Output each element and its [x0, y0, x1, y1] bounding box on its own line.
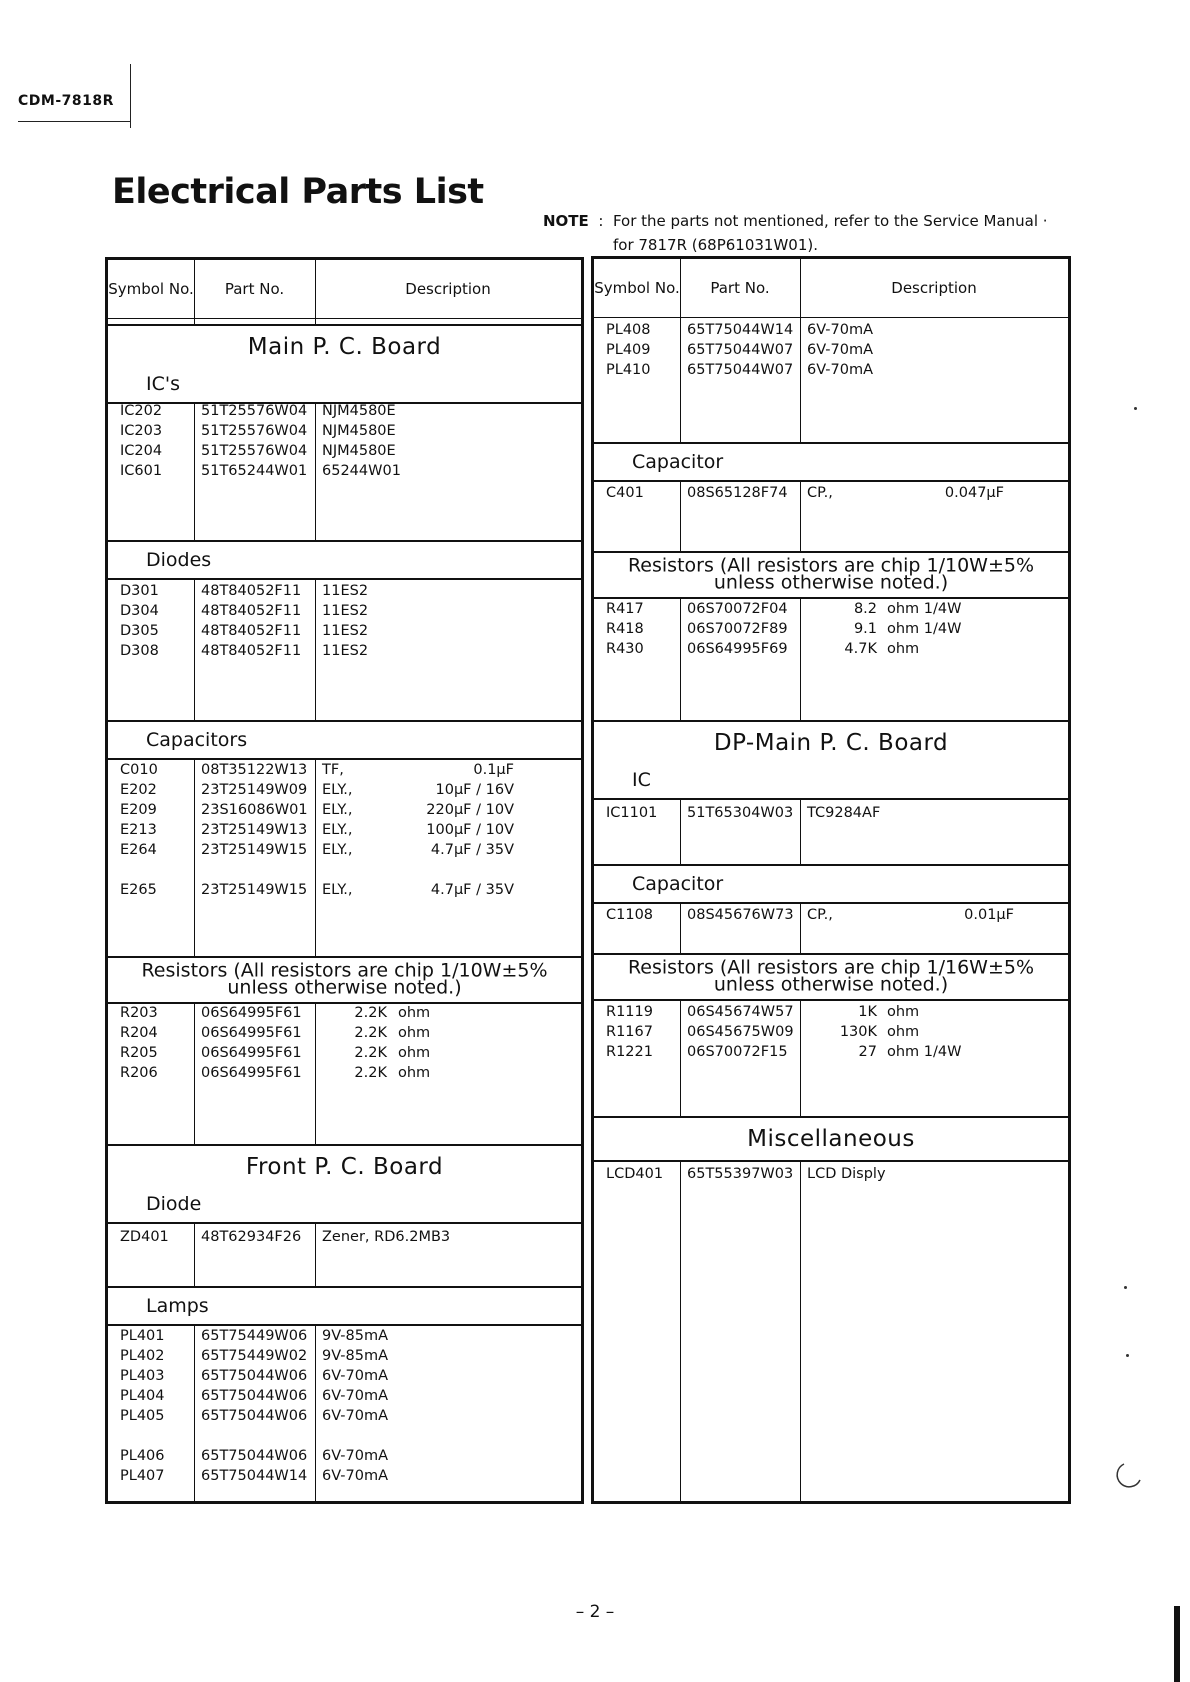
row-unit: ohm	[398, 1025, 431, 1041]
row-sym: C010	[120, 762, 158, 778]
row-desc: 11ES2	[322, 623, 369, 639]
row-part: 23T25149W15	[201, 842, 308, 858]
row-sym: C1108	[606, 907, 654, 923]
row-desc: 6V-70mA	[322, 1368, 389, 1384]
section-resistors-2	[594, 953, 1068, 1001]
row-value: 100μF / 10V	[426, 822, 514, 838]
scan-speck	[1124, 1286, 1127, 1289]
row-desc: 11ES2	[322, 603, 369, 619]
row-sym: E264	[120, 842, 157, 858]
section-front-board: Front P. C. Board	[108, 1144, 581, 1190]
scan-speck	[1126, 1354, 1129, 1357]
row-part: 65T75044W14	[687, 322, 794, 338]
row-part: 51T25576W04	[201, 403, 308, 419]
row-sym: PL406	[120, 1448, 165, 1464]
row-unit: ohm	[887, 641, 920, 657]
row-sym: R1221	[606, 1044, 653, 1060]
row-part: 06S64995F61	[201, 1045, 302, 1061]
resistor-note-line1: Resistors (All resistors are chip 1/16W±5%	[627, 956, 1035, 979]
row-sym: D308	[120, 643, 159, 659]
row-desc: LCD Disply	[807, 1166, 886, 1182]
row-desc: 9V-85mA	[322, 1348, 389, 1364]
row-value: 9.1	[853, 621, 877, 637]
row-part: 08S45676W73	[687, 907, 794, 923]
note: NOTE : For the parts not mentioned, refer to the Service Manual · for 7817R (68P61031W01).	[543, 209, 1048, 257]
parts-table-left	[105, 257, 584, 1504]
section-lamps: Lamps	[108, 1286, 581, 1326]
row-sym: PL404	[120, 1388, 165, 1404]
row-sym: E202	[120, 782, 157, 798]
header-description: Description	[405, 280, 491, 298]
row-value: 4.7K	[844, 641, 877, 657]
row-value: 10μF / 16V	[435, 782, 514, 798]
section-resistors-1	[594, 551, 1068, 599]
section-main-board: Main P. C. Board	[108, 324, 581, 370]
row-desc: 6V-70mA	[807, 362, 874, 378]
row-part: 51T65244W01	[201, 463, 308, 479]
row-desc: 11ES2	[322, 643, 369, 659]
row-value: 4.7μF / 35V	[430, 842, 514, 858]
row-value: 1K	[858, 1004, 877, 1020]
section-miscellaneous: Miscellaneous	[594, 1116, 1068, 1162]
header-part: Part No.	[224, 280, 285, 298]
parts-table-right	[591, 256, 1071, 1504]
row-desc: 6V-70mA	[807, 322, 874, 338]
row-desc: 6V-70mA	[807, 342, 874, 358]
section-diodes: Diodes	[108, 540, 581, 580]
row-value: 2.2K	[354, 1065, 387, 1081]
row-desc: 11ES2	[322, 583, 369, 599]
row-part: 06S64995F61	[201, 1005, 302, 1021]
row-part: 06S45674W57	[687, 1004, 794, 1020]
row-sym: PL402	[120, 1348, 165, 1364]
row-sym: ZD401	[120, 1229, 169, 1245]
resistor-note-line1: Resistors (All resistors are chip 1/10W±5%	[141, 959, 548, 982]
note-label: NOTE	[543, 212, 589, 230]
row-value: 130K	[839, 1024, 877, 1040]
row-value: 0.1μF	[473, 762, 514, 778]
row-value: 8.2	[853, 601, 877, 617]
row-type: ELY.,	[322, 822, 353, 838]
row-sym: R1167	[606, 1024, 653, 1040]
row-part: 65T75044W06	[201, 1368, 308, 1384]
section-resistors	[108, 956, 581, 1004]
row-type: ELY.,	[322, 802, 353, 818]
row-part: 23T25149W15	[201, 882, 308, 898]
model-underline	[18, 121, 130, 122]
row-desc: NJM4580E	[322, 423, 396, 439]
model-divider	[130, 64, 131, 128]
row-desc: 6V-70mA	[322, 1408, 389, 1424]
section-capacitor-1: Capacitor	[594, 442, 1068, 482]
row-part: 48T62934F26	[201, 1229, 302, 1245]
row-desc: NJM4580E	[322, 443, 396, 459]
note-line1: For the parts not mentioned, refer to the Service Manual	[612, 212, 1039, 230]
row-part: 06S70072F15	[687, 1044, 788, 1060]
resistor-note-line2: unless otherwise noted.)	[227, 976, 462, 999]
section-ic: IC	[594, 762, 1068, 800]
row-sym: LCD401	[606, 1166, 664, 1182]
row-sym: R204	[120, 1025, 158, 1041]
note-line2: for 7817R (68P61031W01).	[613, 236, 818, 254]
row-value: 4.7μF / 35V	[430, 882, 514, 898]
row-value: 2.2K	[354, 1045, 387, 1061]
row-type: TF,	[322, 762, 344, 778]
row-sym: R418	[606, 621, 644, 637]
row-part: 65T75044W07	[687, 362, 794, 378]
scan-speck	[1134, 407, 1137, 410]
row-part: 08S65128F74	[687, 485, 788, 501]
section-capacitors: Capacitors	[108, 720, 581, 760]
section-diode: Diode	[108, 1186, 581, 1224]
row-part: 51T25576W04	[201, 443, 308, 459]
row-desc: NJM4580E	[322, 403, 396, 419]
section-dp-main-board: DP-Main P. C. Board	[594, 720, 1068, 766]
row-sym: R417	[606, 601, 644, 617]
row-part: 23T25149W09	[201, 782, 308, 798]
row-part: 65T75044W07	[687, 342, 794, 358]
row-sym: IC601	[120, 463, 163, 479]
row-sym: C401	[606, 485, 644, 501]
row-type: ELY.,	[322, 882, 353, 898]
row-sym: R206	[120, 1065, 158, 1081]
row-unit: ohm	[887, 1024, 920, 1040]
row-sym: R430	[606, 641, 644, 657]
row-part: 06S64995F61	[201, 1025, 302, 1041]
row-desc: 65244W01	[322, 463, 401, 479]
header-part: Part No.	[710, 279, 770, 297]
row-part: 48T84052F11	[201, 623, 302, 639]
table-header	[108, 260, 581, 319]
row-sym: D304	[120, 603, 159, 619]
row-part: 06S70072F89	[687, 621, 788, 637]
header-symbol: Symbol No.	[594, 279, 680, 297]
table-header	[594, 259, 1068, 318]
row-sym: E265	[120, 882, 157, 898]
header-symbol: Symbol No.	[108, 280, 194, 298]
row-part: 06S45675W09	[687, 1024, 794, 1040]
row-sym: IC203	[120, 423, 163, 439]
row-part: 48T84052F11	[201, 583, 302, 599]
row-desc: 9V-85mA	[322, 1328, 389, 1344]
resistor-note-line2: unless otherwise noted.)	[713, 973, 949, 996]
row-unit: ohm	[887, 1004, 920, 1020]
section-ics: IC's	[108, 366, 581, 404]
page-number: – 2 –	[575, 1602, 615, 1622]
row-sym: E209	[120, 802, 157, 818]
row-unit: ohm 1/4W	[887, 601, 962, 617]
row-type: ELY.,	[322, 782, 353, 798]
row-unit: ohm	[398, 1045, 431, 1061]
row-sym: PL408	[606, 322, 651, 338]
model-number: CDM-7818R	[18, 93, 114, 109]
row-unit: ohm 1/4W	[887, 621, 962, 637]
row-value: 0.047μF	[944, 485, 1004, 501]
row-unit: ohm	[398, 1005, 431, 1021]
row-sym: PL407	[120, 1468, 165, 1484]
row-part: 48T84052F11	[201, 603, 302, 619]
resistor-note-line2: unless otherwise noted.)	[713, 571, 949, 594]
row-part: 65T75044W06	[201, 1448, 308, 1464]
row-part: 65T55397W03	[687, 1166, 794, 1182]
row-part: 51T65304W03	[687, 805, 794, 821]
edge-bar	[1174, 1606, 1180, 1682]
row-part: 65T75449W02	[201, 1348, 308, 1364]
row-sym: IC204	[120, 443, 163, 459]
scan-circle-mark	[1110, 1460, 1146, 1490]
row-part: 65T75044W06	[201, 1388, 308, 1404]
row-sym: PL401	[120, 1328, 165, 1344]
row-sym: PL409	[606, 342, 651, 358]
row-part: 65T75044W14	[201, 1468, 308, 1484]
row-unit: ohm 1/4W	[887, 1044, 962, 1060]
row-value: 2.2K	[354, 1025, 387, 1041]
row-sym: E213	[120, 822, 157, 838]
section-capacitor-2: Capacitor	[594, 864, 1068, 904]
row-part: 51T25576W04	[201, 423, 308, 439]
row-part: 65T75044W06	[201, 1408, 308, 1424]
row-sym: D301	[120, 583, 159, 599]
row-type: CP.,	[807, 485, 833, 501]
row-desc: 6V-70mA	[322, 1468, 389, 1484]
row-desc: Zener, RD6.2MB3	[322, 1229, 451, 1245]
row-sym: PL410	[606, 362, 651, 378]
row-desc: 6V-70mA	[322, 1448, 389, 1464]
row-desc: 6V-70mA	[322, 1388, 389, 1404]
row-sym: R205	[120, 1045, 158, 1061]
row-sym: R203	[120, 1005, 158, 1021]
row-sym: IC1101	[606, 805, 658, 821]
row-part: 23S16086W01	[201, 802, 308, 818]
row-part: 08T35122W13	[201, 762, 308, 778]
row-part: 23T25149W13	[201, 822, 308, 838]
row-sym: PL405	[120, 1408, 165, 1424]
page-title: Electrical Parts List	[112, 172, 484, 212]
row-part: 65T75449W06	[201, 1328, 308, 1344]
header-description: Description	[891, 279, 977, 297]
row-type: CP.,	[807, 907, 833, 923]
row-sym: IC202	[120, 403, 163, 419]
row-sym: R1119	[606, 1004, 653, 1020]
row-sym: PL403	[120, 1368, 165, 1384]
row-part: 48T84052F11	[201, 643, 302, 659]
row-unit: ohm	[398, 1065, 431, 1081]
row-value: 220μF / 10V	[426, 802, 514, 818]
row-value: 0.01μF	[964, 907, 1014, 923]
row-type: ELY.,	[322, 842, 353, 858]
row-part: 06S64995F69	[687, 641, 788, 657]
row-sym: D305	[120, 623, 159, 639]
resistor-note-line1: Resistors (All resistors are chip 1/10W±5%	[627, 554, 1035, 577]
row-part: 06S70072F04	[687, 601, 788, 617]
row-value: 27	[858, 1044, 877, 1060]
row-part: 06S64995F61	[201, 1065, 302, 1081]
row-value: 2.2K	[354, 1005, 387, 1021]
row-desc: TC9284AF	[807, 805, 881, 821]
